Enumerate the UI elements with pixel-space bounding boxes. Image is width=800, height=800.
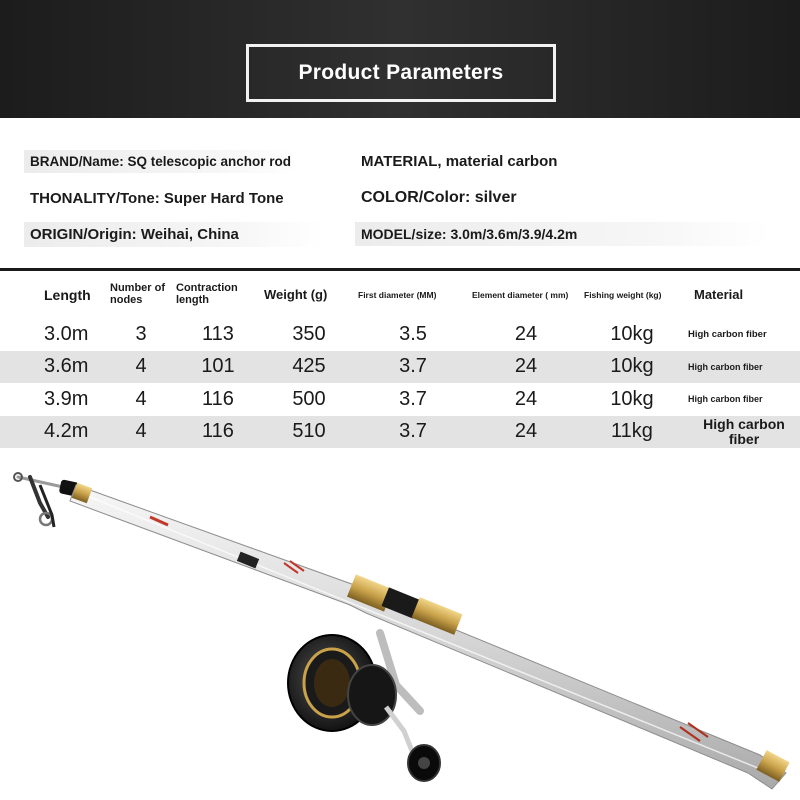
table-row	[0, 318, 800, 351]
cell-nodes: 4	[108, 351, 174, 384]
cell-element-diameter: 24	[470, 351, 582, 384]
spec-material: MATERIAL, material carbon	[361, 153, 558, 170]
cell-weight: 350	[292, 322, 326, 345]
spec-origin: ORIGIN/Origin: Weihai, China	[24, 222, 324, 247]
cell-contraction: 116	[202, 387, 234, 410]
rod-blank	[70, 485, 786, 789]
parameters-table	[0, 272, 800, 448]
cell-nodes: 4	[135, 387, 147, 410]
cell-element-diameter: 24	[470, 416, 582, 449]
cell-weight: 500	[292, 387, 326, 410]
cell-material: High carbon fiber	[682, 351, 800, 384]
cell-length: 4.2m	[0, 416, 108, 449]
spec-color: COLOR/Color: silver	[361, 189, 517, 206]
spec-list	[0, 140, 800, 258]
col-header-element-diameter: Element diameter ( mm)	[472, 289, 569, 300]
rod-tip	[14, 473, 79, 527]
col-header-material: Material	[694, 287, 744, 303]
table-row	[0, 383, 800, 416]
col-header-length: Length	[44, 286, 91, 303]
cell-first-diameter: 3.7	[356, 351, 470, 384]
cell-weight: 510	[262, 416, 356, 449]
cell-material: High carbon fiber	[688, 394, 763, 405]
cell-length: 3.0m	[44, 322, 89, 345]
cell-contraction: 113	[202, 322, 234, 345]
cell-contraction: 101	[174, 351, 262, 384]
cell-element-diameter: 24	[514, 387, 538, 410]
cell-first-diameter: 3.5	[399, 322, 427, 345]
spec-model: MODEL/size: 3.0m/3.6m/3.9/4.2m	[355, 222, 771, 246]
spinning-reel	[288, 633, 440, 781]
table-row	[0, 351, 800, 384]
spec-brand: BRAND/Name: SQ telescopic anchor rod	[24, 150, 297, 173]
spec-tonality: THONALITY/Tone: Super Hard Tone	[30, 190, 284, 207]
cell-length: 3.6m	[0, 351, 108, 384]
cell-first-diameter: 3.7	[356, 416, 470, 449]
page-title: Product Parameters	[298, 61, 504, 84]
col-header-nodes: Number of nodes	[110, 282, 165, 306]
cell-nodes: 4	[108, 416, 174, 449]
cell-fishing-weight: 10kg	[582, 351, 682, 384]
cell-length: 3.9m	[44, 387, 89, 410]
cell-fishing-weight: 11kg	[582, 416, 682, 449]
cell-first-diameter: 3.7	[399, 387, 427, 410]
table-row	[0, 416, 800, 449]
col-header-first-diameter: First diameter (MM)	[358, 289, 437, 300]
cell-fishing-weight: 10kg	[610, 387, 654, 410]
cell-weight: 425	[262, 351, 356, 384]
col-header-weight: Weight (g)	[264, 287, 328, 303]
cell-material: High carbon fiber	[688, 328, 767, 340]
cell-material: High carbon fiber	[682, 416, 800, 449]
cell-contraction: 116	[174, 416, 262, 449]
table-header-row	[0, 272, 800, 318]
divider	[0, 268, 800, 271]
title-box	[246, 44, 556, 102]
col-header-fishing-weight: Fishing weight (kg)	[584, 289, 662, 300]
cell-element-diameter: 24	[514, 322, 538, 345]
cell-fishing-weight: 10kg	[610, 322, 654, 345]
fishing-rod-image	[0, 455, 800, 800]
cell-nodes: 3	[135, 322, 147, 345]
header-banner	[0, 0, 800, 118]
col-header-contraction: Contraction length	[176, 282, 238, 306]
